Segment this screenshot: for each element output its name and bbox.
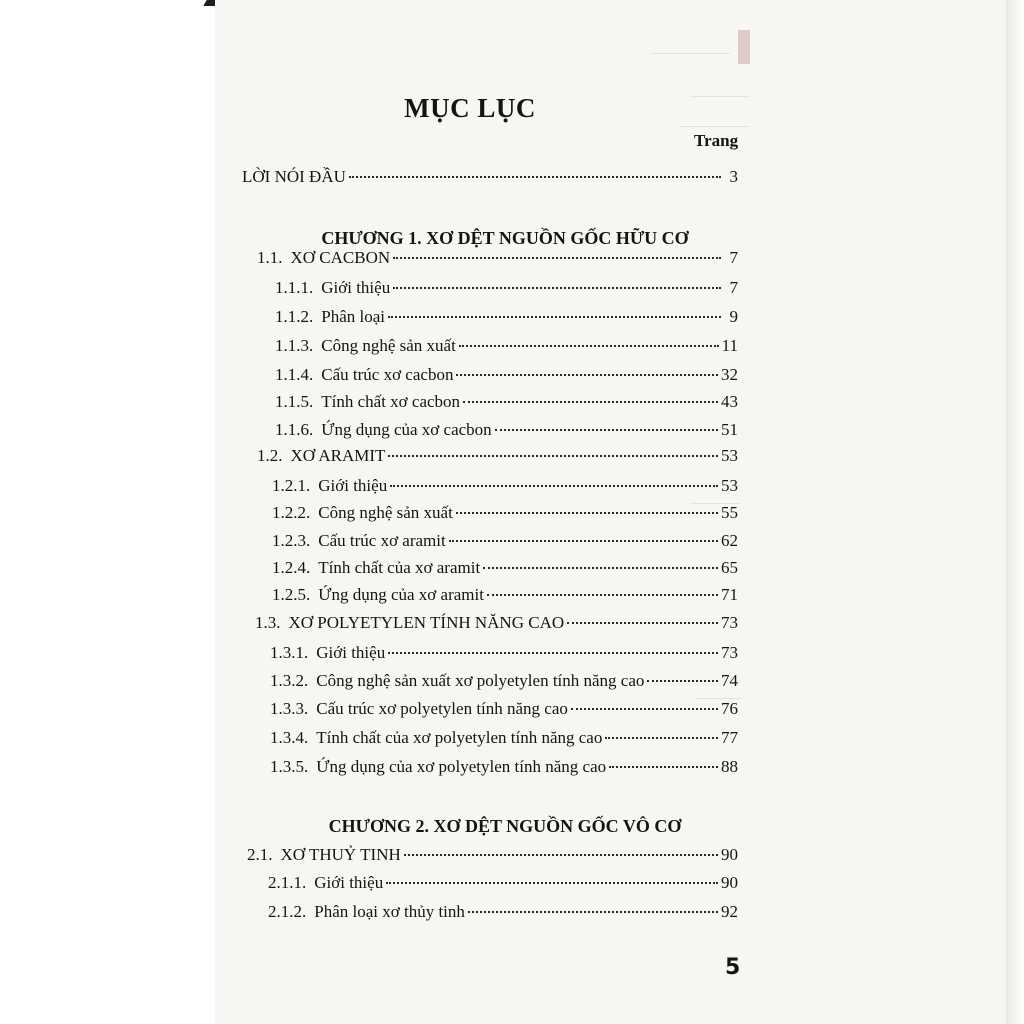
subsection-page: 7: [729, 278, 738, 297]
section-number: 1.3.: [255, 613, 281, 632]
leader-dots: [463, 401, 718, 403]
chapter-heading: CHƯƠNG 1. XƠ DỆT NGUỒN GỐC HỮU CƠ: [321, 228, 689, 248]
subsection-label: Giới thiệu: [314, 873, 384, 892]
subsection-label: Tính chất xơ cacbon: [321, 392, 461, 411]
page-corner-mark: [738, 30, 750, 64]
subsection-page: 55: [721, 503, 738, 522]
subsection-number: 1.2.3.: [272, 531, 311, 550]
subsection-label: Phân loại: [321, 307, 385, 326]
leader-dots: [468, 911, 718, 913]
toc-subsection[interactable]: [268, 873, 738, 897]
subsection-page: 74: [721, 671, 738, 690]
leader-dots: [349, 176, 721, 178]
toc-entry-label: LỜI NÓI ĐẦU: [242, 167, 346, 186]
leader-dots: [388, 316, 721, 318]
toc-subsection[interactable]: [268, 902, 738, 926]
subsection-number: 1.3.1.: [270, 643, 309, 662]
leader-dots: [647, 680, 718, 682]
subsection-number: 1.3.4.: [270, 728, 309, 747]
toc-subsection[interactable]: [275, 365, 738, 389]
leader-dots: [609, 766, 718, 768]
section-page: 7: [729, 248, 738, 267]
toc-subsection[interactable]: [275, 336, 738, 360]
toc-subsection[interactable]: [270, 757, 738, 781]
subsection-page: 77: [721, 728, 738, 747]
toc-subsection[interactable]: [272, 558, 738, 582]
toc-title: MỤC LỤC: [404, 93, 536, 123]
leader-dots: [487, 594, 718, 596]
leader-dots: [605, 737, 718, 739]
toc-section[interactable]: [257, 446, 738, 470]
subsection-label: Ứng dụng của xơ polyetylen tính năng cao: [316, 757, 607, 776]
subsection-page: 43: [721, 392, 738, 411]
leader-dots: [483, 567, 718, 569]
subsection-label: Cấu trúc xơ aramit: [318, 531, 446, 550]
subsection-number: 1.2.5.: [272, 585, 311, 604]
chapter-heading: CHƯƠNG 2. XƠ DỆT NGUỒN GỐC VÔ CƠ: [328, 816, 682, 836]
section-page: 73: [721, 613, 738, 632]
section-page: 90: [721, 845, 738, 864]
subsection-number: 1.2.1.: [272, 476, 311, 495]
leader-dots: [459, 345, 719, 347]
page-column-header: Trang: [694, 131, 739, 150]
leader-dots: [571, 708, 718, 710]
subsection-label: Giới thiệu: [318, 476, 388, 495]
toc-subsection[interactable]: [270, 671, 738, 695]
toc-subsection[interactable]: [275, 420, 738, 444]
subsection-number: 2.1.2.: [268, 902, 307, 921]
subsection-label: Tính chất của xơ polyetylen tính năng cao: [316, 728, 603, 747]
leader-dots: [393, 257, 721, 259]
leader-dots: [390, 485, 718, 487]
leader-dots: [456, 512, 718, 514]
toc-subsection[interactable]: [275, 307, 738, 331]
subsection-label: Công nghệ sản xuất: [321, 336, 456, 355]
subsection-number: 1.1.2.: [275, 307, 314, 326]
subsection-label: Ứng dụng của xơ cacbon: [321, 420, 492, 439]
subsection-number: 1.2.4.: [272, 558, 311, 577]
toc-entry-page: 3: [729, 167, 738, 186]
leader-dots: [393, 287, 721, 289]
subsection-label: Công nghệ sản xuất: [318, 503, 453, 522]
page-number: 5: [725, 955, 741, 980]
subsection-page: 71: [721, 585, 738, 604]
leader-dots: [388, 652, 718, 654]
leader-dots: [495, 429, 718, 431]
bleed-through: [690, 88, 750, 97]
subsection-number: 1.2.2.: [272, 503, 311, 522]
leader-dots: [449, 540, 718, 542]
toc-entry-preface[interactable]: [242, 167, 738, 191]
subsection-page: 51: [721, 420, 738, 439]
toc-subsection[interactable]: [272, 585, 738, 609]
toc-subsection[interactable]: [270, 728, 738, 752]
toc-section[interactable]: [255, 613, 738, 637]
bleed-through: [650, 45, 730, 54]
section-label: XƠ CACBON: [290, 248, 391, 267]
subsection-number: 1.1.1.: [275, 278, 314, 297]
subsection-page: 88: [721, 757, 738, 776]
toc-subsection[interactable]: [272, 476, 738, 500]
section-number: 1.2.: [257, 446, 283, 465]
subsection-number: 1.1.4.: [275, 365, 314, 384]
scan-margin-left: [0, 0, 215, 1024]
subsection-number: 1.3.5.: [270, 757, 309, 776]
leader-dots: [404, 854, 718, 856]
subsection-page: 53: [721, 476, 738, 495]
toc-subsection[interactable]: [272, 503, 738, 527]
subsection-label: Phân loại xơ thủy tinh: [314, 902, 465, 921]
subsection-page: 73: [721, 643, 738, 662]
subsection-page: 90: [721, 873, 738, 892]
toc-subsection[interactable]: [270, 699, 738, 723]
subsection-page: 92: [721, 902, 738, 921]
scan-margin-right: [1006, 0, 1024, 1024]
leader-dots: [567, 622, 718, 624]
section-label: XƠ THUỶ TINH: [280, 845, 401, 864]
toc-section[interactable]: [247, 845, 738, 869]
section-page: 53: [721, 446, 738, 465]
subsection-number: 1.3.2.: [270, 671, 309, 690]
subsection-page: 76: [721, 699, 738, 718]
subsection-number: 1.1.6.: [275, 420, 314, 439]
subsection-label: Giới thiệu: [321, 278, 391, 297]
subsection-number: 2.1.1.: [268, 873, 307, 892]
subsection-page: 62: [721, 531, 738, 550]
subsection-page: 32: [721, 365, 738, 384]
section-label: XƠ ARAMIT: [290, 446, 386, 465]
subsection-label: Công nghệ sản xuất xơ polyetylen tính năng cao: [316, 671, 645, 690]
subsection-label: Tính chất của xơ aramit: [318, 558, 481, 577]
leader-dots: [456, 374, 718, 376]
leader-dots: [386, 882, 718, 884]
leader-dots: [388, 455, 718, 457]
toc-subsection[interactable]: [270, 643, 738, 667]
section-number: 1.1.: [257, 248, 283, 267]
subsection-label: Cấu trúc xơ polyetylen tính năng cao: [316, 699, 568, 718]
subsection-page: 9: [729, 307, 738, 326]
section-label: XƠ POLYETYLEN TÍNH NĂNG CAO: [288, 613, 565, 632]
subsection-label: Giới thiệu: [316, 643, 386, 662]
subsection-label: Cấu trúc xơ cacbon: [321, 365, 454, 384]
subsection-number: 1.1.3.: [275, 336, 314, 355]
subsection-page: 11: [721, 336, 738, 355]
toc-subsection[interactable]: [275, 278, 738, 302]
section-number: 2.1.: [247, 845, 273, 864]
toc-subsection[interactable]: [275, 392, 738, 416]
toc-subsection[interactable]: [272, 531, 738, 555]
subsection-page: 65: [721, 558, 738, 577]
toc-section[interactable]: [257, 248, 738, 272]
subsection-number: 1.1.5.: [275, 392, 314, 411]
subsection-number: 1.3.3.: [270, 699, 309, 718]
subsection-label: Ứng dụng của xơ aramit: [318, 585, 484, 604]
bleed-through: [680, 118, 750, 127]
